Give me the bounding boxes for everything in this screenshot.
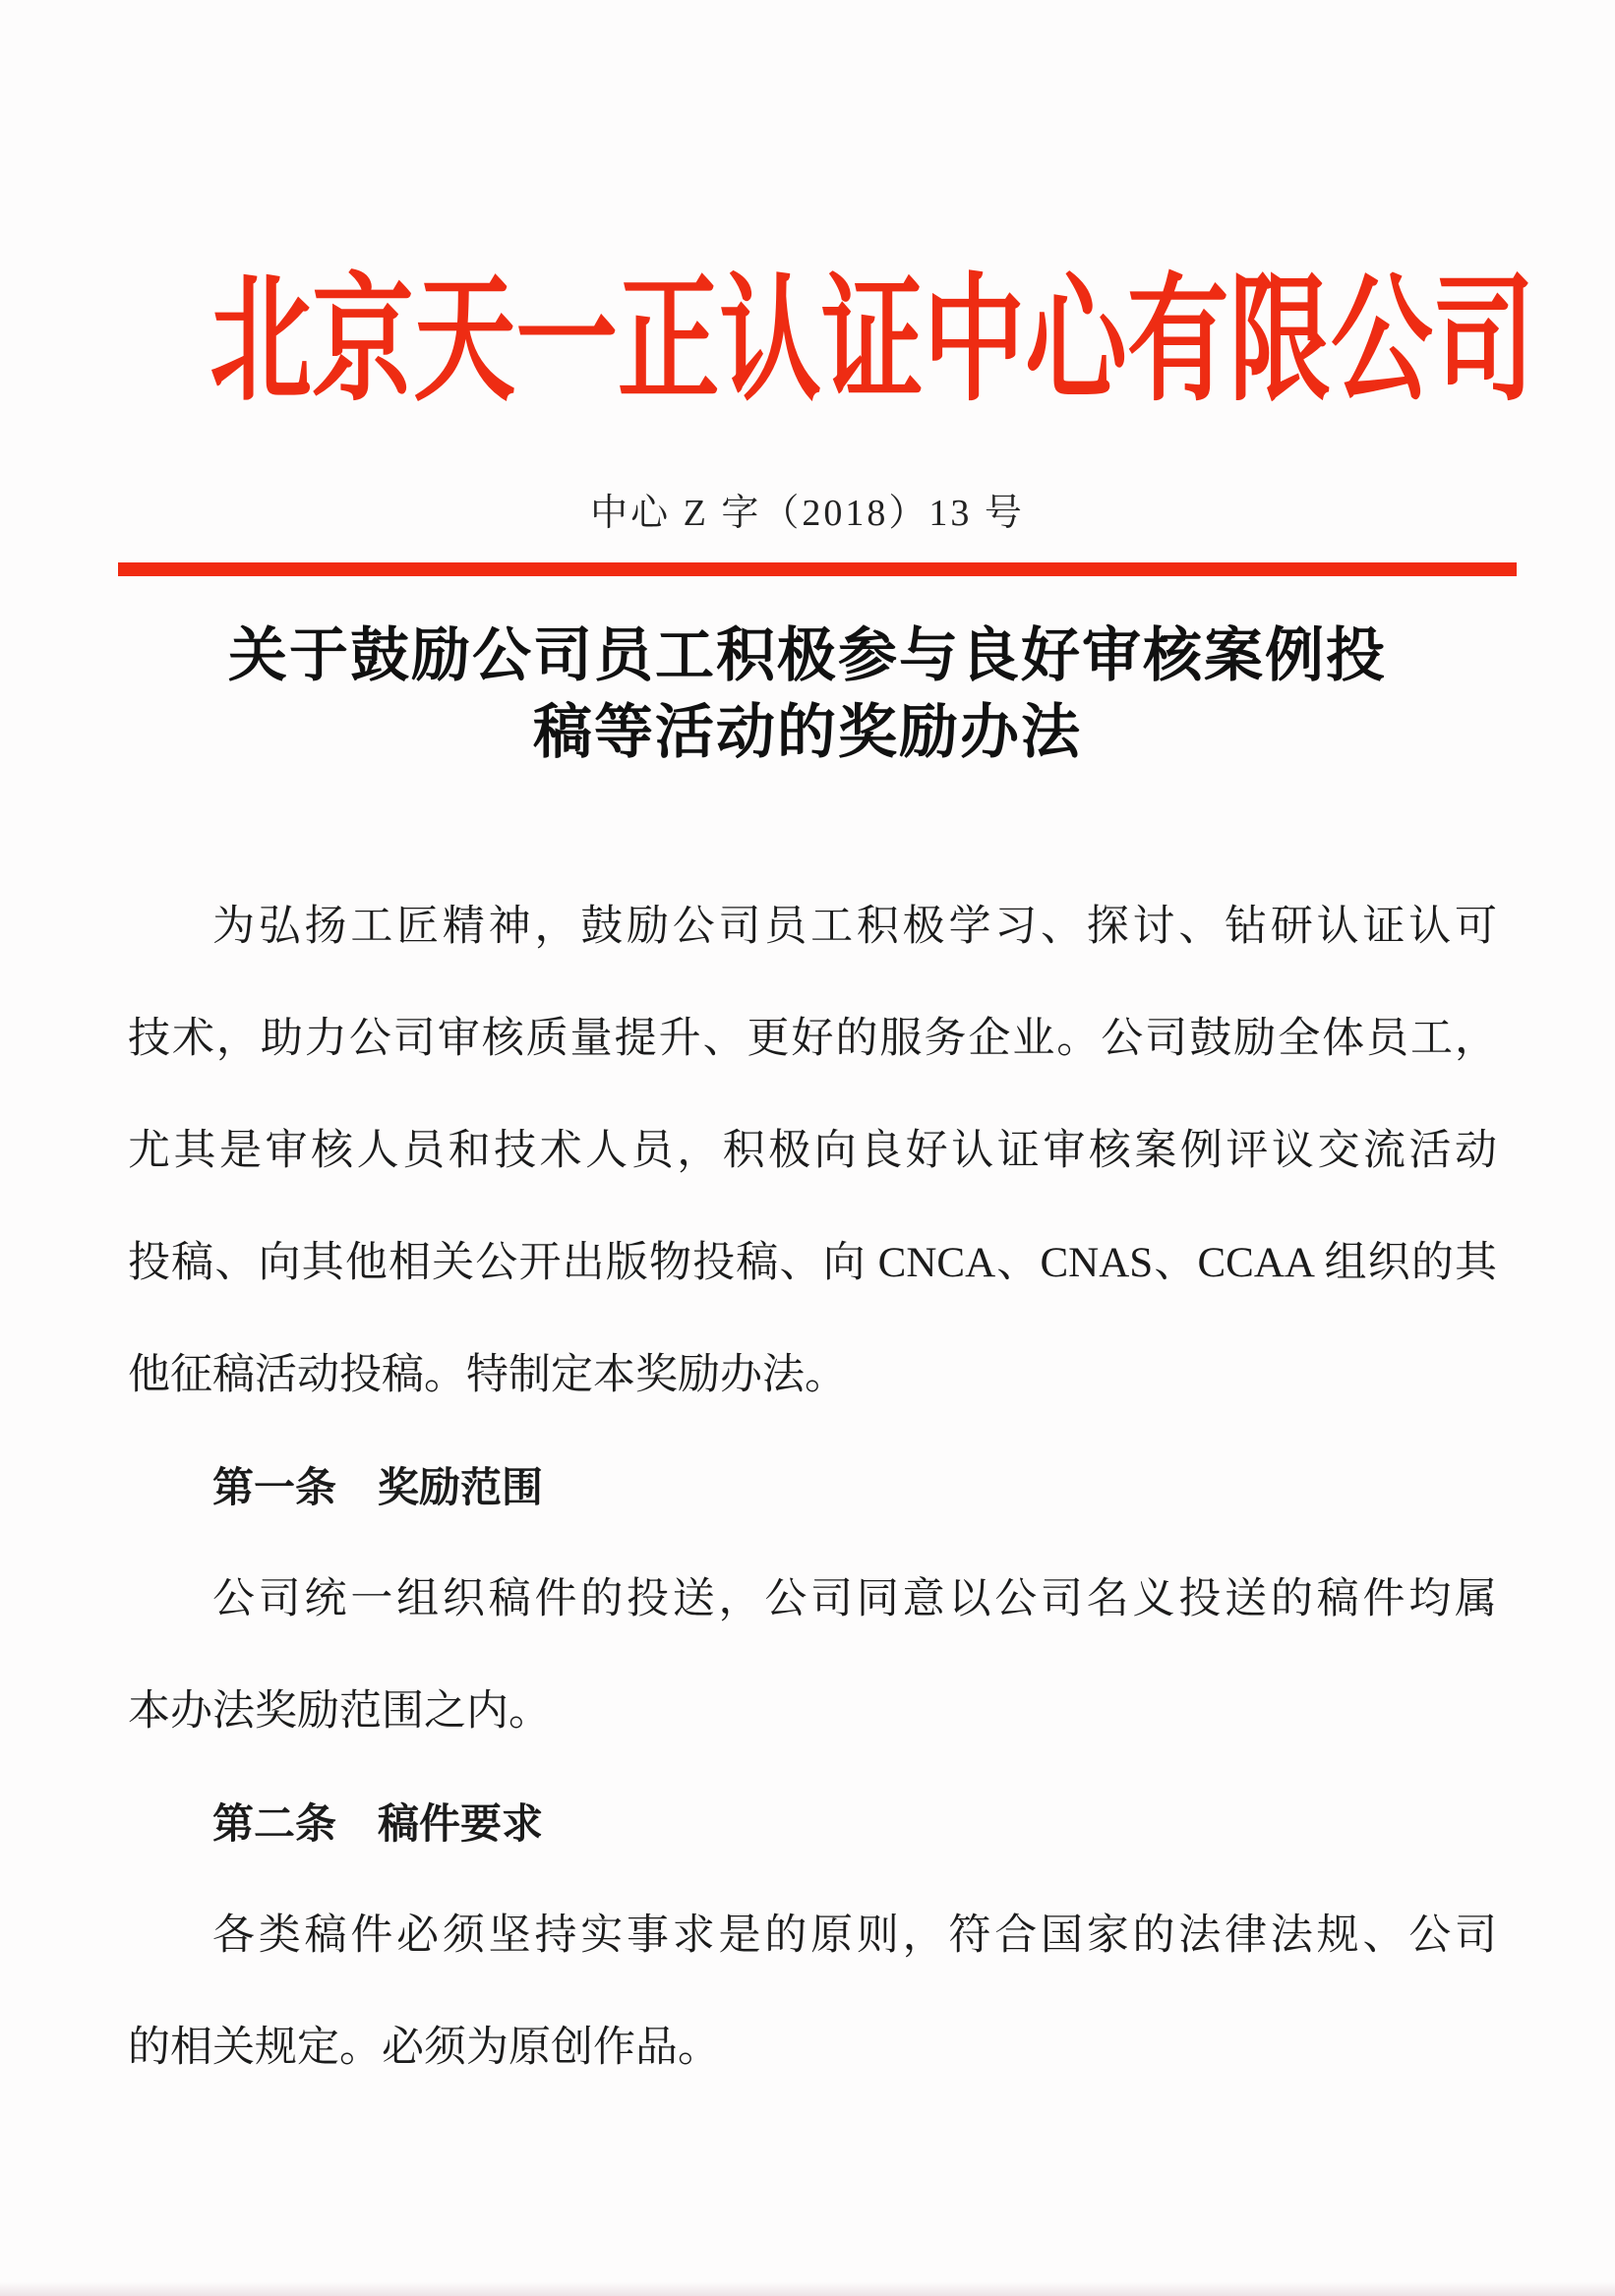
section-1-line-2: 本办法奖励范围之内。	[128, 1688, 551, 1735]
section-1-heading: 第一条 奖励范围	[212, 1464, 544, 1510]
section-1-line-1: 公司统一组织稿件的投送，公司同意以公司名义投送的稿件均属	[212, 1576, 1497, 1622]
section-2-line-1: 各类稿件必须坚持实事求是的原则，符合国家的法律法规、公司	[212, 1913, 1497, 1959]
scan-edge-artifact	[0, 2282, 1615, 2296]
section-2-line-2: 的相关规定。必须为原创作品。	[128, 2025, 720, 2071]
paragraph-1-line-5: 他征稿活动投稿。特制定本奖励办法。	[128, 1352, 847, 1398]
red-divider-rule	[118, 562, 1517, 576]
paragraph-1-line-1: 为弘扬工匠精神，鼓励公司员工积极学习、探讨、钻研认证认可	[212, 904, 1497, 950]
paragraph-1-line-3: 尤其是审核人员和技术人员，积极向良好认证审核案例评议交流活动	[128, 1128, 1497, 1174]
document-title	[0, 618, 1615, 771]
letterhead-title: 北京天一正认证中心有限公司	[209, 265, 1535, 418]
paragraph-1-line-2: 技术，助力公司审核质量提升、更好的服务企业。公司鼓励全体员工，	[128, 1016, 1497, 1062]
title-line-2: 稿等活动的奖励办法	[533, 700, 1082, 765]
paragraph-1-line-4: 投稿、向其他相关公开出版物投稿、向 CNCA、CNAS、CCAA 组织的其	[128, 1240, 1497, 1286]
document-number: 中心 Z 字（2018）13 号	[590, 493, 1025, 534]
section-2-heading: 第二条 稿件要求	[212, 1800, 544, 1847]
title-line-1: 关于鼓励公司员工积极参与良好审核案例投	[228, 623, 1387, 688]
document-body	[128, 871, 1497, 2104]
